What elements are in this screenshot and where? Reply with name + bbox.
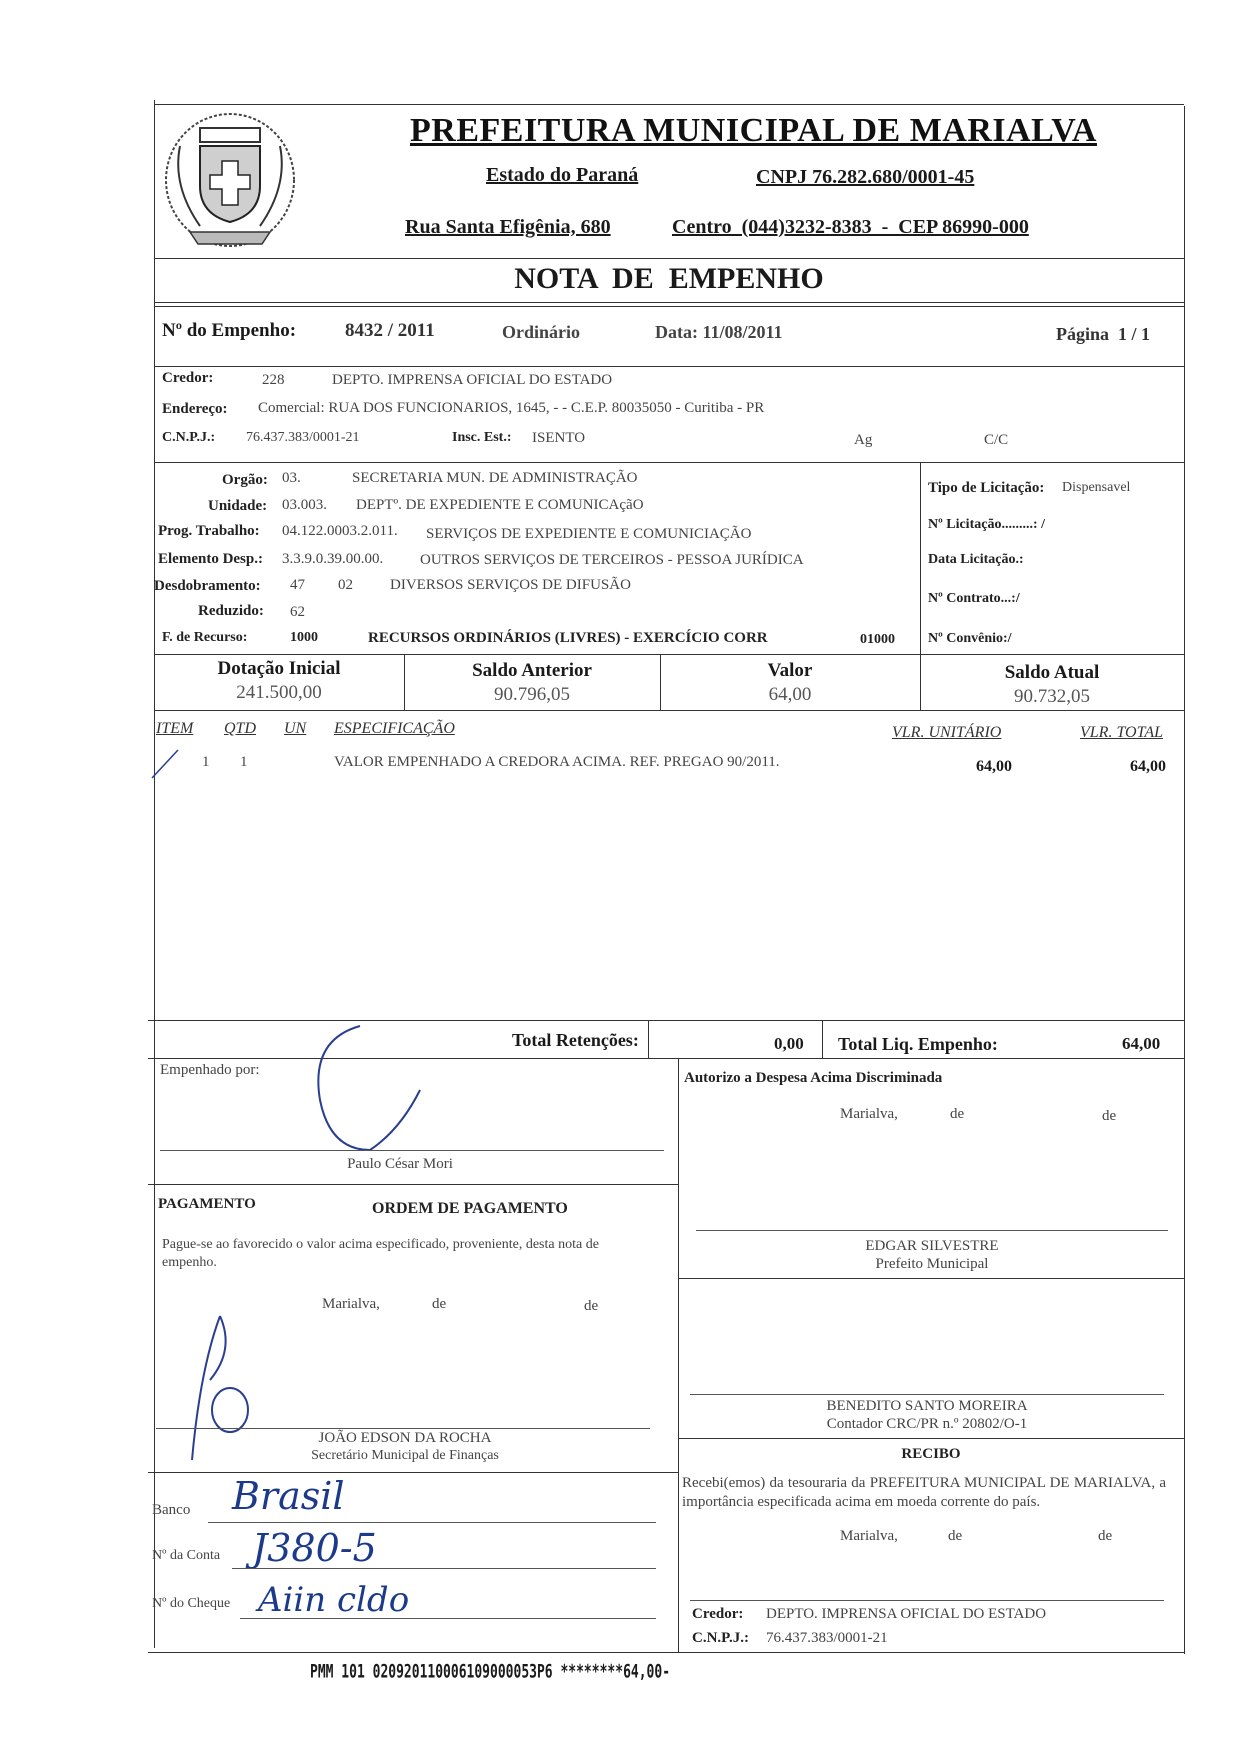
dotacao-inicial-value: 241.500,00 <box>236 682 322 703</box>
autorizo-de1: de <box>950 1106 965 1122</box>
pagamento-de1: de <box>432 1296 447 1312</box>
account-label: C/C <box>984 432 1009 448</box>
page-number: Página 1 / 1 <box>1056 324 1151 344</box>
data-licitacao: Data Licitação.: <box>928 552 1024 567</box>
recibo-de2: de <box>1098 1528 1113 1544</box>
col-vlr-total: VLR. TOTAL <box>1080 724 1163 741</box>
contador-name: BENEDITO SANTO MOREIRA <box>826 1398 1028 1414</box>
empenho-number: 8432 / 2011 <box>345 320 435 341</box>
document-title: NOTA DE EMPENHO <box>514 262 824 295</box>
recibo-title: RECIBO <box>901 1446 961 1462</box>
recurso-label: F. de Recurso: <box>162 630 248 645</box>
valor-value: 64,00 <box>768 684 812 705</box>
cheque-value: Aiin cldo <box>258 1580 410 1620</box>
saldo-atual-label: Saldo Atual <box>1004 662 1100 683</box>
agency-label: Ag <box>854 432 873 448</box>
elemento-label: Elemento Desp.: <box>158 551 263 567</box>
unidade-code: 03.003. <box>282 497 327 513</box>
autorizo-title: Autorizo a Despesa Acima Discriminada <box>684 1070 943 1086</box>
saldo-anterior-value: 90.796,05 <box>494 684 570 705</box>
numero-contrato: Nº Contrato...:/ <box>928 591 1020 606</box>
prog-code: 04.122.0003.2.011. <box>282 523 398 539</box>
desdobramento-name: DIVERSOS SERVIÇOS DE DIFUSÃO <box>390 577 631 593</box>
street-address: Rua Santa Efigênia, 680 <box>405 216 611 238</box>
desdobramento-b: 02 <box>338 577 353 593</box>
numero-licitacao: Nº Licitação.........: / <box>928 517 1045 532</box>
banco-value: Brasil <box>232 1474 345 1518</box>
row-item: 1 <box>202 754 210 770</box>
saldo-anterior-label: Saldo Anterior <box>472 660 592 681</box>
prefeito-name: EDGAR SILVESTRE <box>865 1238 999 1254</box>
recibo-de1: de <box>948 1528 963 1544</box>
credor-code: 228 <box>262 372 285 388</box>
table-row <box>154 752 1184 782</box>
tipo-licitacao-value: Dispensavel <box>1062 480 1131 495</box>
empenho-number-label: Nº do Empenho: <box>162 320 297 341</box>
contador-role: Contador CRC/PR n.º 20802/O-1 <box>826 1416 1028 1432</box>
orgao-label: Orgão: <box>222 472 268 488</box>
reduzido-label: Reduzido: <box>198 603 264 619</box>
ordem-pagamento-label: ORDEM DE PAGAMENTO <box>372 1200 568 1217</box>
pagamento-city: Marialva, <box>322 1296 380 1312</box>
col-un: UN <box>284 720 307 737</box>
secretario-role: Secretário Municipal de Finanças <box>311 1448 499 1463</box>
col-vlr-unitario: VLR. UNITÁRIO <box>892 724 1002 741</box>
orgao-code: 03. <box>282 470 301 486</box>
municipal-coat-of-arms <box>160 106 300 254</box>
municipal-cnpj: CNPJ 76.282.680/0001-45 <box>756 166 975 188</box>
recurso-number: 01000 <box>860 632 895 647</box>
elemento-name: OUTROS SERVIÇOS DE TERCEIROS - PESSOA JURÍDICA <box>420 552 804 568</box>
recibo-city: Marialva, <box>840 1528 898 1544</box>
recibo-text: Recebi(emos) da tesouraria da PREFEITURA MUNICIPAL DE MARIALVA, a importância especificada acima em moeda corrente do país. <box>682 1475 1166 1510</box>
credor-cnpj-label: C.N.P.J.: <box>162 430 216 445</box>
col-qtd: QTD <box>224 720 257 737</box>
total-liq-value: 64,00 <box>1122 1034 1161 1053</box>
pagamento-de2: de <box>584 1298 599 1314</box>
insc-est-label: Insc. Est.: <box>452 430 512 445</box>
recurso-name: RECURSOS ORDINÁRIOS (LIVRES) - EXERCÍCIO CORR <box>368 630 768 646</box>
autorizo-de2: de <box>1102 1108 1117 1124</box>
insc-est-value: ISENTO <box>532 430 586 446</box>
endereco-label: Endereço: <box>162 401 228 417</box>
credor-address: Comercial: RUA DOS FUNCIONARIOS, 1645, - - C.E.P. 80035050 - Curitiba - PR <box>258 400 765 416</box>
state-name: Estado do Paraná <box>486 164 639 186</box>
recibo-cnpj-label: C.N.P.J.: <box>692 1630 749 1646</box>
check-mark <box>148 746 184 787</box>
recibo-credor-name: DEPTO. IMPRENSA OFICIAL DO ESTADO <box>766 1606 1047 1622</box>
empenho-date: Data: 11/08/2011 <box>655 322 783 342</box>
orgao-name: SECRETARIA MUN. DE ADMINISTRAÇÃO <box>352 470 638 486</box>
tipo-licitacao-label: Tipo de Licitação: <box>928 480 1045 496</box>
empenhado-signature <box>300 1020 440 1165</box>
pagamento-label: PAGAMENTO <box>158 1196 256 1212</box>
autorizo-city: Marialva, <box>840 1106 898 1122</box>
total-liq-label: Total Liq. Empenho: <box>838 1034 998 1054</box>
prefeito-role: Prefeito Municipal <box>875 1256 989 1272</box>
row-vlr-unitario: 64,00 <box>976 758 1012 775</box>
pagamento-text: Pague-se ao favorecido o valor acima especificado, proveniente, desta nota de empenho. <box>162 1237 599 1270</box>
secretario-name: JOÃO EDSON DA ROCHA <box>318 1430 492 1446</box>
col-especificacao: ESPECIFICAÇÃO <box>334 720 455 737</box>
footer-code: PMM 101 020920110006109000053P6 ********64,00- <box>310 1662 671 1683</box>
saldo-atual-value: 90.732,05 <box>1014 686 1090 707</box>
recurso-code: 1000 <box>290 630 318 645</box>
prog-label: Prog. Trabalho: <box>158 523 260 539</box>
valor-label: Valor <box>767 660 813 681</box>
conta-value: J380-5 <box>252 1526 377 1570</box>
cheque-label: Nº do Cheque <box>152 1596 231 1611</box>
credor-name: DEPTO. IMPRENSA OFICIAL DO ESTADO <box>332 372 613 388</box>
banco-label: Banco <box>152 1502 191 1518</box>
address-details: Centro (044)3232-8383 - CEP 86990-000 <box>672 216 1029 238</box>
empenho-type: Ordinário <box>502 322 581 342</box>
prog-name: SERVIÇOS DE EXPEDIENTE E COMUNICIAÇÃO <box>426 526 752 542</box>
empenhado-por-label: Empenhado por: <box>160 1062 260 1078</box>
dotacao-inicial-label: Dotação Inicial <box>217 658 341 679</box>
municipality-title: PREFEITURA MUNICIPAL DE MARIALVA <box>410 112 1097 149</box>
unidade-label: Unidade: <box>208 498 268 514</box>
recibo-cnpj: 76.437.383/0001-21 <box>766 1630 888 1646</box>
row-vlr-total: 64,00 <box>1130 758 1166 775</box>
credor-label: Credor: <box>162 370 214 386</box>
elemento-code: 3.3.9.0.39.00.00. <box>282 551 384 567</box>
credor-cnpj: 76.437.383/0001-21 <box>246 430 360 445</box>
conta-label: Nº da Conta <box>152 1548 221 1563</box>
total-retencoes-label: Total Retenções: <box>512 1030 639 1050</box>
row-qtd: 1 <box>240 754 248 770</box>
desdobramento-a: 47 <box>290 577 305 593</box>
numero-convenio: Nº Convênio:/ <box>928 631 1012 646</box>
reduzido-value: 62 <box>290 604 305 620</box>
unidade-name: DEPTº. DE EXPEDIENTE E COMUNICAçãO <box>356 497 644 513</box>
col-item: ITEM <box>156 720 194 737</box>
recibo-credor-label: Credor: <box>692 1606 744 1622</box>
row-especificacao: VALOR EMPENHADO A CREDORA ACIMA. REF. PREGAO 90/2011. <box>334 754 780 770</box>
desdobramento-label: Desdobramento: <box>154 578 261 594</box>
empenhado-name: Paulo César Mori <box>347 1156 453 1172</box>
total-retencoes-value: 0,00 <box>774 1034 804 1053</box>
